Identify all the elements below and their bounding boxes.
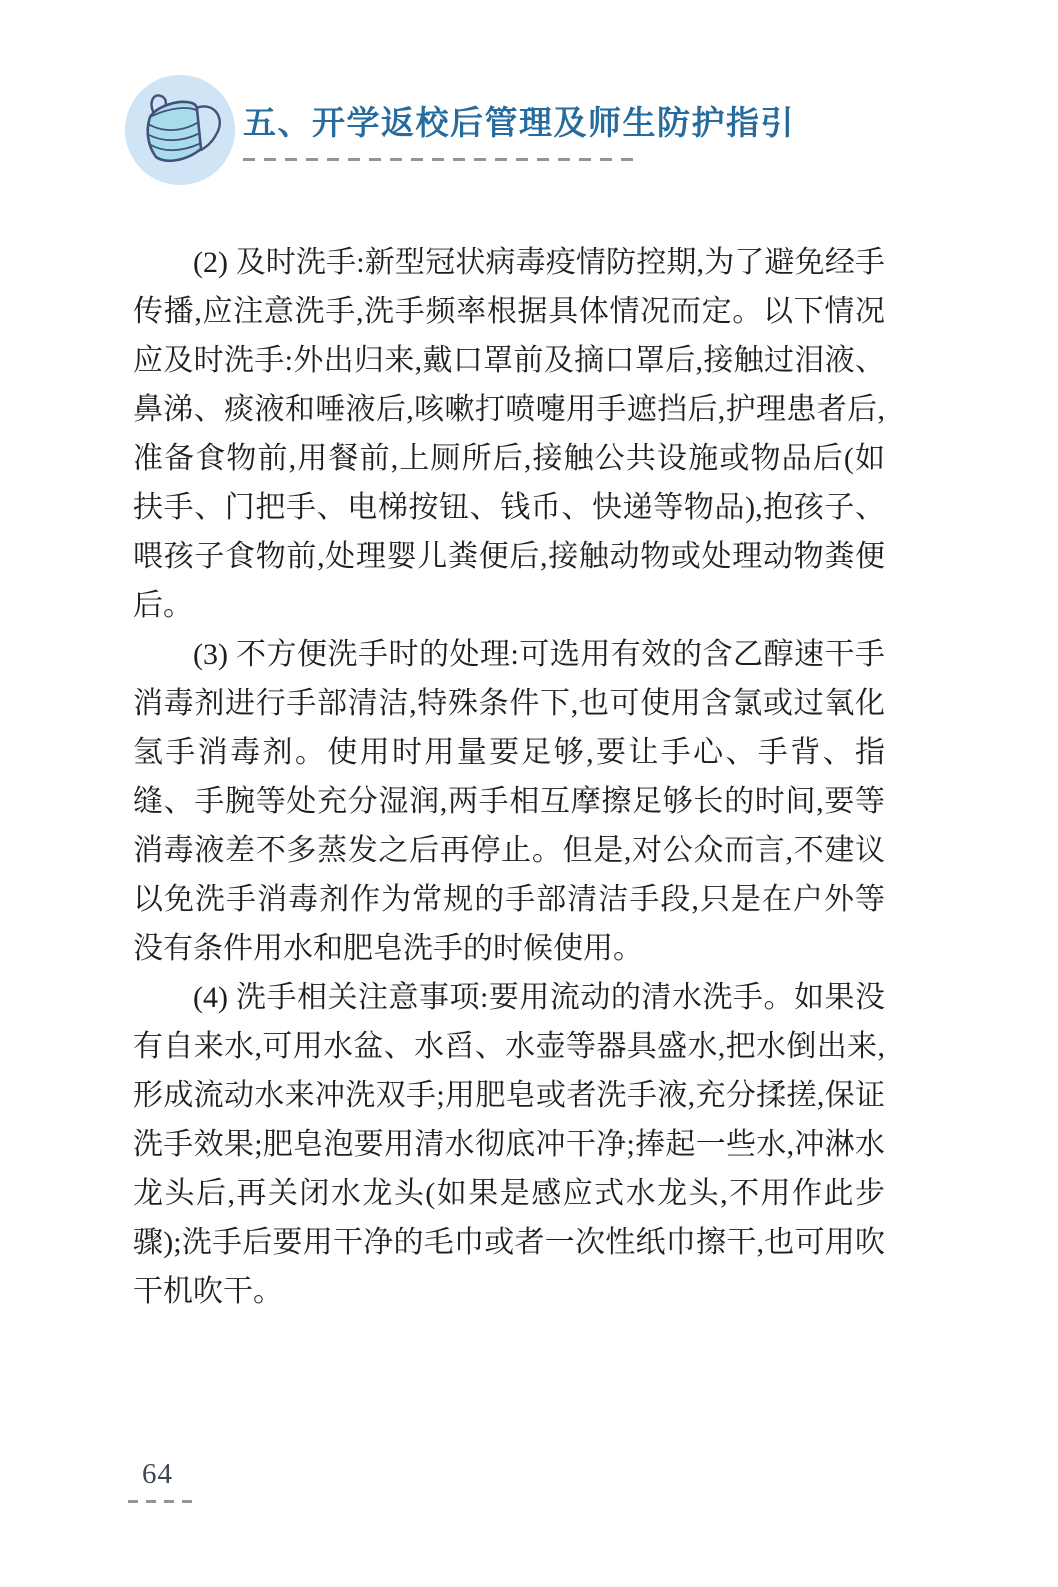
face-mask-icon [125,75,235,185]
page-number: 64 [142,1458,173,1490]
page-body [133,238,885,1316]
paragraph-timely-handwashing: (2) 及时洗手:新型冠状病毒疫情防控期,为了避免经手传播,应注意洗手,洗手频率根据具体情况而定。以下情况应及时洗手:外出归来,戴口罩前及摘口罩后,接触过泪液、鼻涕、痰液和唾液后,咳嗽打喷嚏用手遮挡后,护理患者后,准备食物前,用餐前,上厕所后,接触公共设施或物品后(如扶手、门把手、电梯按钮、钱币、快递等物品),抱孩子、喂孩子食物前,处理婴儿粪便后,接触动物或处理动物粪便后。 [133,246,885,622]
page-footer [128,1458,194,1503]
title-underline-dashes [243,158,633,161]
chapter-header [125,75,795,185]
chapter-title: 五、开学返校后管理及师生防护指引 [243,106,795,142]
paragraph-handwashing-notes: (4) 洗手相关注意事项:要用流动的清水洗手。如果没有自来水,可用水盆、水舀、水壶等器具盛水,把水倒出来,形成流动水来冲洗双手;用肥皂或者洗手液,充分揉搓,保证洗手效果;肥皂泡要用清水彻底冲干净;捧起一些水,冲淋水龙头后,再关闭水龙头(如果是感应式水龙头,不用作此步骤);洗手后要用干净的毛巾或者一次性纸巾擦干,也可用吹干机吹干。 [133,981,885,1308]
mask-badge [125,75,235,185]
page-number-dashes [128,1500,194,1503]
title-wrap [243,75,795,161]
paragraph-no-water-handling: (3) 不方便洗手时的处理:可选用有效的含乙醇速干手消毒剂进行手部清洁,特殊条件下,也可使用含氯或过氧化氢手消毒剂。使用时用量要足够,要让手心、手背、指缝、手腕等处充分湿润,两手相互摩擦足够长的时间,要等消毒液差不多蒸发之后再停止。但是,对公众而言,不建议以免洗手消毒剂作为常规的手部清洁手段,只是在户外等没有条件用水和肥皂洗手的时候使用。 [133,638,885,965]
